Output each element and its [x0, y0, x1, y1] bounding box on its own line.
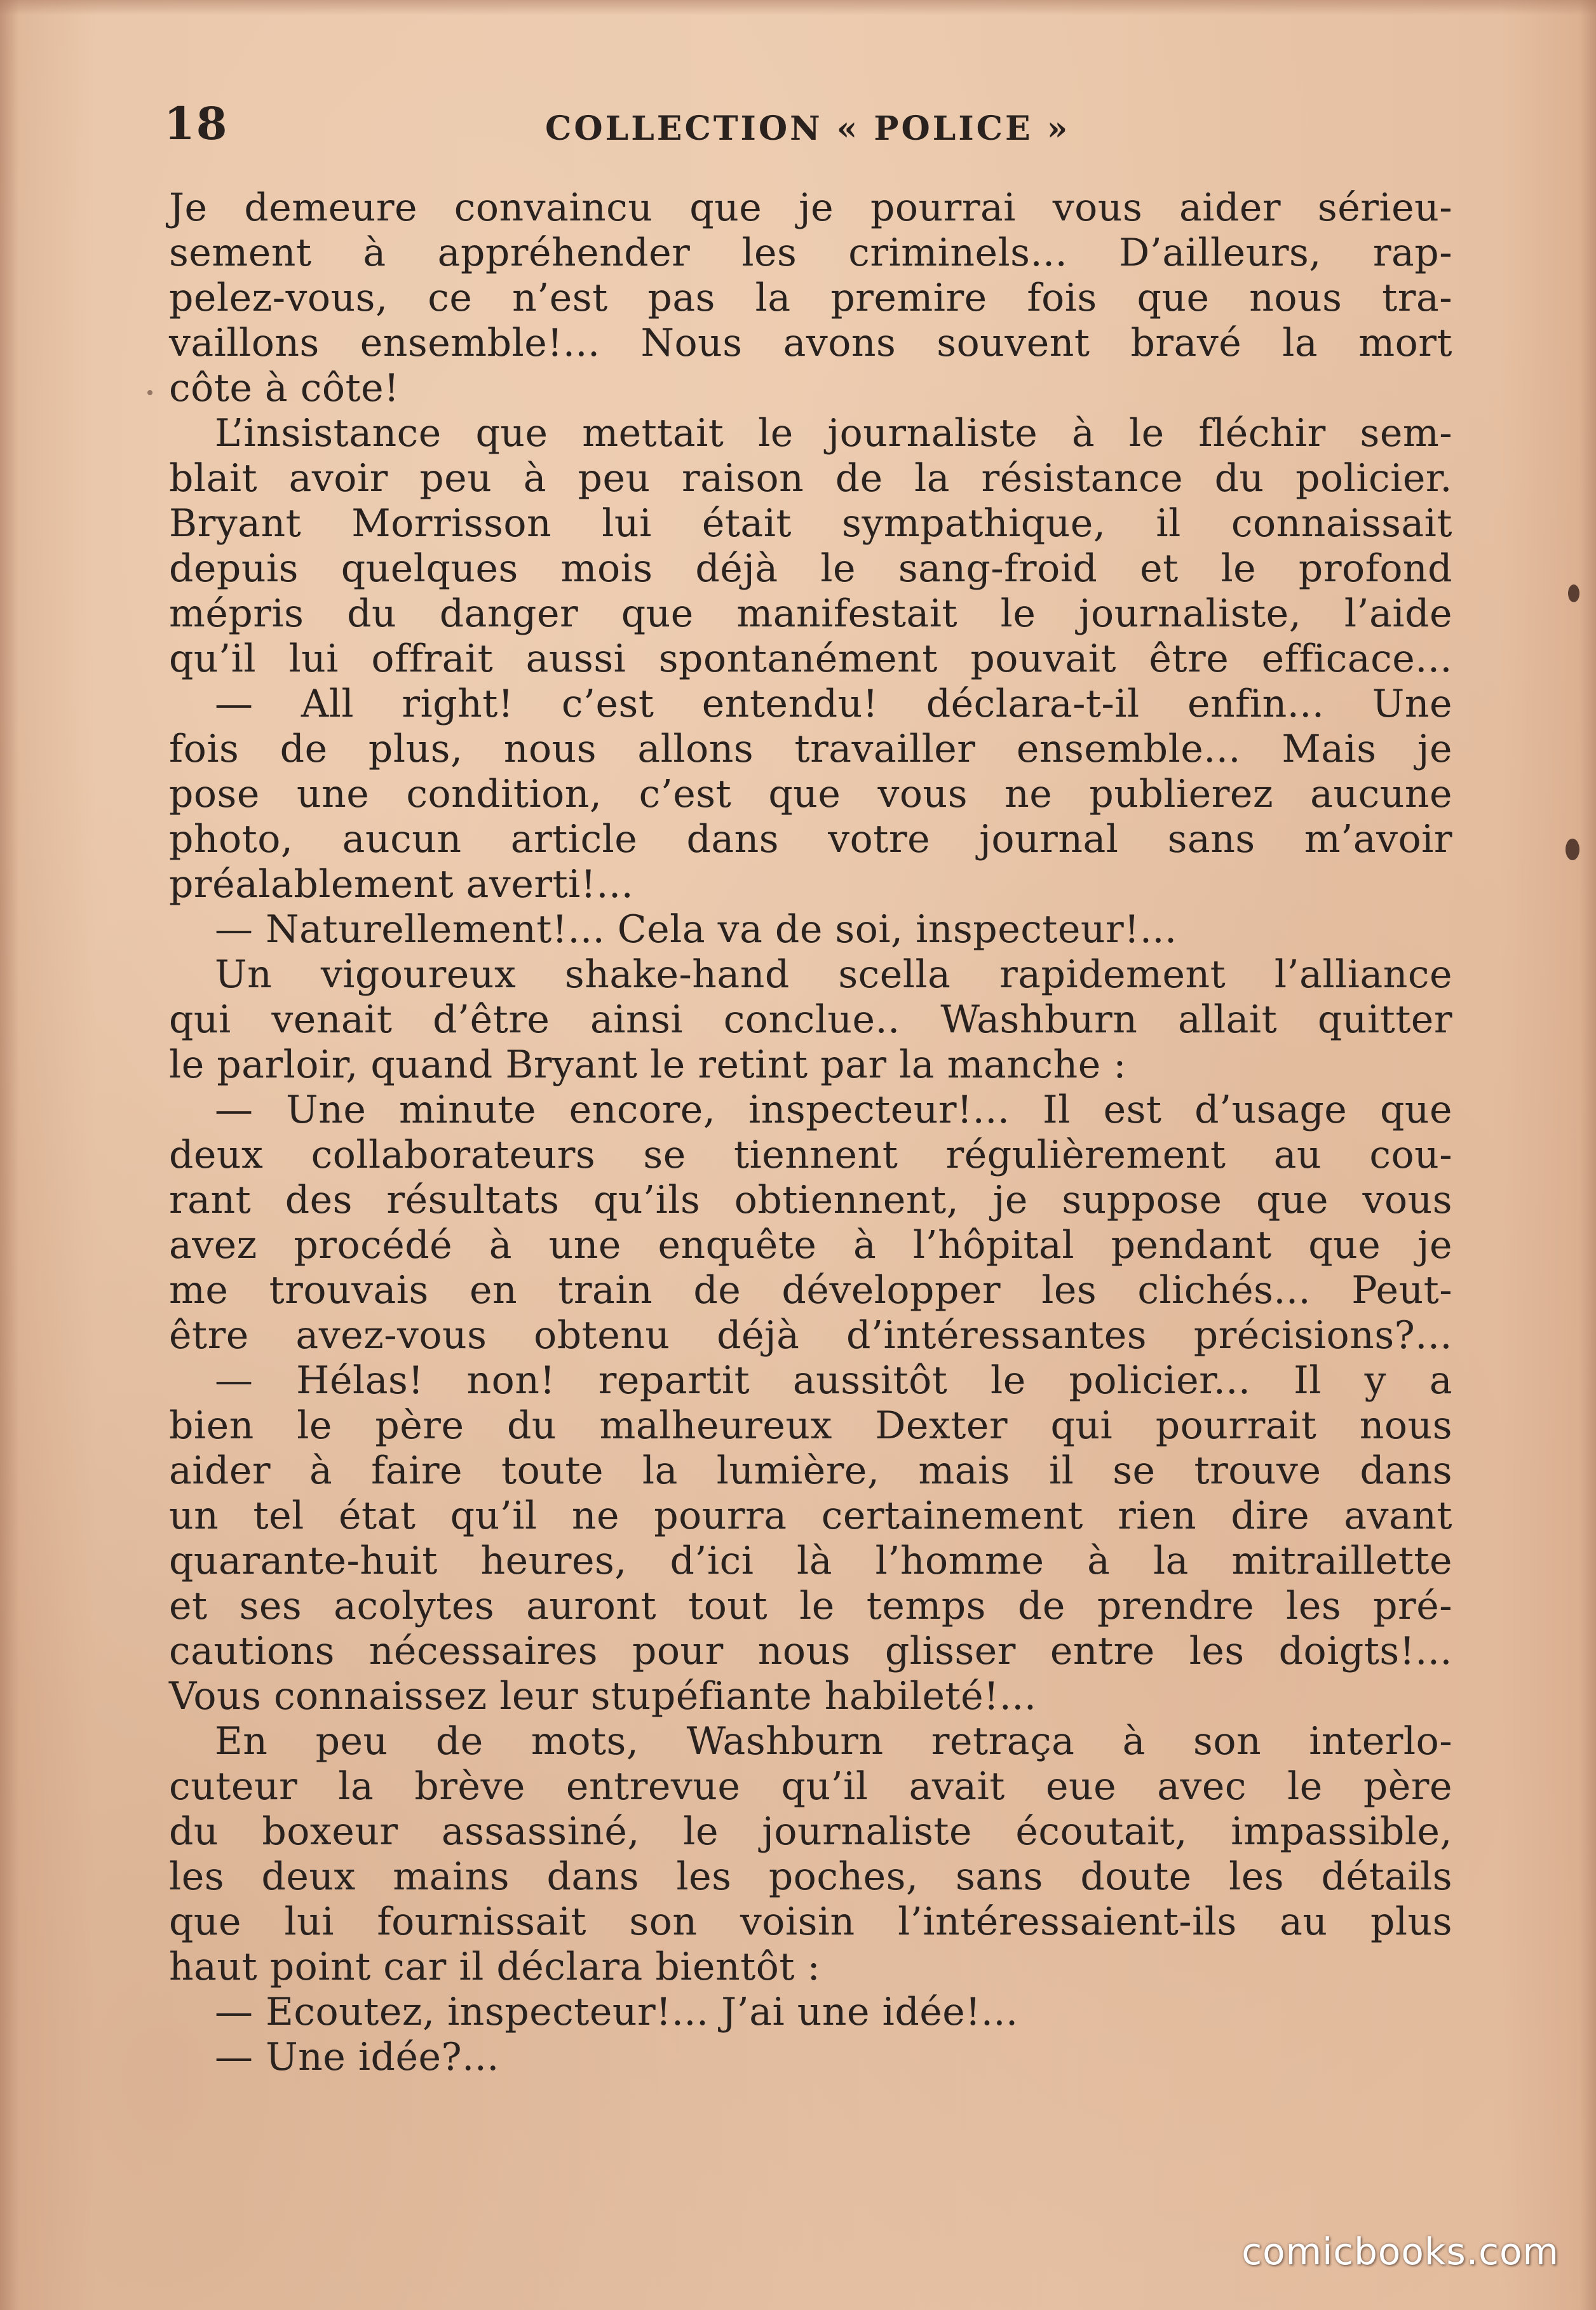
text-line: sement à appréhender les criminels... D’ailleurs, rap-	[169, 231, 1452, 275]
text-line: qu’il lui offrait aussi spontanément pouvait être efficace...	[169, 637, 1452, 681]
text-line: — Une idée?...	[215, 2035, 499, 2079]
text-line: L’insistance que mettait le journaliste à le fléchir sem-	[215, 411, 1452, 456]
text-line: cautions nécessaires pour nous glisser entre les doigts!...	[169, 1629, 1452, 1673]
text-line: vaillons ensemble!... Nous avons souvent bravé la mort	[169, 321, 1452, 365]
text-line: En peu de mots, Washburn retraça à son interlo-	[215, 1719, 1452, 1764]
text-line: — Hélas! non! repartit aussitôt le policier... Il y a	[215, 1358, 1452, 1403]
text-line: du boxeur assassiné, le journaliste écoutait, impassible,	[169, 1809, 1452, 1854]
body-text	[169, 186, 1452, 2080]
page-header	[164, 95, 1454, 152]
paper-speck	[1566, 839, 1579, 860]
paper-speck	[147, 390, 152, 395]
text-line: pose une condition, c’est que vous ne publierez aucune	[169, 772, 1452, 816]
text-line: cuteur la brève entrevue qu’il avait eue avec le père	[169, 1764, 1452, 1809]
text-line: fois de plus, nous allons travailler ensemble... Mais je	[169, 727, 1452, 771]
text-line: — Naturellement!... Cela va de soi, inspecteur!...	[215, 907, 1177, 952]
text-line: photo, aucun article dans votre journal sans m’avoir	[169, 817, 1452, 861]
text-line: depuis quelques mois déjà le sang-froid et le profond	[169, 546, 1452, 591]
watermark: comicbooks.com	[1241, 2230, 1559, 2273]
text-line: bien le père du malheureux Dexter qui pourrait nous	[169, 1403, 1452, 1448]
text-line: blait avoir peu à peu raison de la résistance du policier.	[169, 456, 1452, 501]
text-line: haut point car il déclara bientôt :	[169, 1945, 821, 1989]
text-line: être avez-vous obtenu déjà d’intéressantes précisions?...	[169, 1313, 1452, 1358]
text-line: avez procédé à une enquête à l’hôpital pendant que je	[169, 1223, 1452, 1267]
text-line: Vous connaissez leur stupéfiante habileté!...	[169, 1674, 1037, 1719]
text-line: pelez-vous, ce n’est pas la premire fois que nous tra-	[169, 276, 1452, 320]
text-line: le parloir, quand Bryant le retint par la manche :	[169, 1043, 1126, 1087]
text-line: Je demeure convaincu que je pourrai vous aider sérieu-	[169, 186, 1452, 230]
text-line: que lui fournissait son voisin l’intéressaient-ils au plus	[169, 1900, 1452, 1944]
page-shadow-right	[1579, 0, 1596, 2310]
text-line: — All right! c’est entendu! déclara-t-il enfin... Une	[215, 682, 1452, 726]
page-shadow-left	[0, 0, 19, 2310]
paper-speck	[1568, 584, 1579, 602]
text-line: — Une minute encore, inspecteur!... Il est d’usage que	[215, 1088, 1452, 1132]
text-line: aider à faire toute la lumière, mais il se trouve dans	[169, 1449, 1452, 1493]
text-line: me trouvais en train de développer les clichés... Peut-	[169, 1268, 1452, 1313]
text-line: préalablement averti!...	[169, 862, 634, 907]
text-line: deux collaborateurs se tiennent régulièrement au cou-	[169, 1133, 1452, 1177]
text-line: Un vigoureux shake-hand scella rapidement l’alliance	[215, 952, 1452, 997]
text-line: côte à côte!	[169, 366, 400, 410]
text-line: et ses acolytes auront tout le temps de prendre les pré-	[169, 1584, 1452, 1628]
page-shadow-top	[0, 0, 1596, 15]
text-line: Bryant Morrisson lui était sympathique, il connaissait	[169, 501, 1452, 546]
text-line: rant des résultats qu’ils obtiennent, je suppose que vous	[169, 1178, 1452, 1222]
text-line: les deux mains dans les poches, sans doute les détails	[169, 1854, 1452, 1899]
running-title: COLLECTION « POLICE »	[545, 109, 1071, 148]
text-line: — Ecoutez, inspecteur!... J’ai une idée!...	[215, 1990, 1018, 2034]
text-line: quarante-huit heures, d’ici là l’homme à la mitraillette	[169, 1539, 1452, 1583]
text-line: qui venait d’être ainsi conclue.. Washburn allait quitter	[169, 997, 1452, 1042]
page-number: 18	[164, 97, 229, 150]
text-line: mépris du danger que manifestait le journaliste, l’aide	[169, 591, 1452, 636]
text-line: un tel état qu’il ne pourra certainement rien dire avant	[169, 1494, 1452, 1538]
